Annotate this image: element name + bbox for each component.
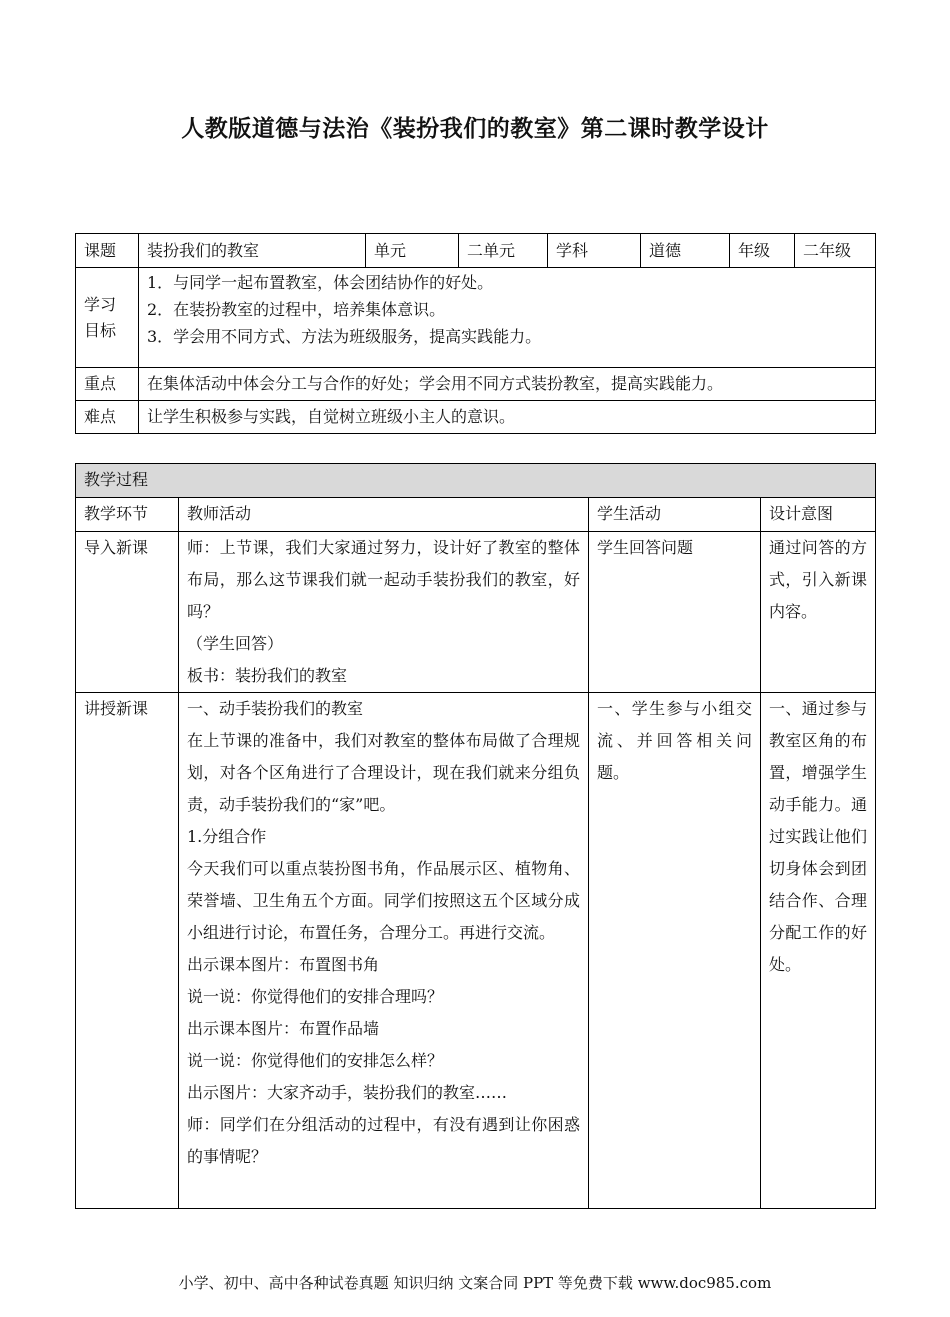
teacher-paragraph: 出示课本图片：布置作品墙 xyxy=(187,1019,380,1038)
difficulty-label: 难点 xyxy=(76,401,139,434)
stage-cell: 讲授新课 xyxy=(76,693,179,1209)
design-intent-cell: 通过问答的方式，引入新课内容。 xyxy=(761,532,876,693)
header-intent: 设计意图 xyxy=(761,498,876,532)
difficulty-value: 让学生积极参与实践，自觉树立班级小主人的意识。 xyxy=(139,401,876,434)
key-value: 在集体活动中体会分工与合作的好处；学会用不同方式装扮教室，提高实践能力。 xyxy=(139,368,876,401)
header-student: 学生活动 xyxy=(589,498,761,532)
goal-item: 2．在装扮教室的过程中，培养集体意识。 xyxy=(147,300,446,319)
teacher-paragraph: 出示课本图片：布置图书角 xyxy=(187,955,380,974)
teaching-process-table xyxy=(75,463,876,1209)
subject-value: 道德 xyxy=(641,234,730,268)
teacher-paragraph: 今天我们可以重点装扮图书角，作品展示区、植物角、荣誉墙、卫生角五个方面。同学们按照这五个区域分成小组进行讨论，布置任务，合理分工。再进行交流。 xyxy=(187,859,580,942)
student-activity-cell: 学生回答问题 xyxy=(589,532,761,693)
teacher-paragraph: （学生回答） xyxy=(187,634,284,653)
goals-label-line-2: 目标 xyxy=(84,320,117,340)
course-value: 装扮我们的教室 xyxy=(139,234,366,268)
grade-value: 二年级 xyxy=(795,234,876,268)
key-label: 重点 xyxy=(76,368,139,401)
header-stage: 教学环节 xyxy=(76,498,179,532)
lesson-info-table xyxy=(75,233,876,434)
table-row xyxy=(76,693,876,1209)
teacher-paragraph: 说一说：你觉得他们的安排怎么样？ xyxy=(187,1051,444,1070)
goals-list xyxy=(139,268,876,368)
teacher-paragraph: 师：同学们在分组活动的过程中，有没有遇到让你困惑的事情呢？ xyxy=(187,1115,580,1166)
teacher-activity-cell xyxy=(179,532,589,693)
course-label: 课题 xyxy=(76,234,139,268)
subject-label: 学科 xyxy=(548,234,641,268)
teacher-paragraph: 1.分组合作 xyxy=(187,827,267,846)
teacher-paragraph: 一、动手装扮我们的教室 xyxy=(187,699,364,718)
grade-label: 年级 xyxy=(730,234,795,268)
goals-label-line-1: 学习 xyxy=(84,294,117,314)
teacher-paragraph: 师：上节课，我们大家通过努力，设计好了教室的整体布局，那么这节课我们就一起动手装扮我们的教室，好吗？ xyxy=(187,538,580,621)
stage-cell: 导入新课 xyxy=(76,532,179,693)
student-activity-cell: 一、学生参与小组交流、并回答相关问题。 xyxy=(589,693,761,1209)
design-intent-cell: 一、通过参与教室区角的布置，增强学生动手能力。通过实践让他们切身体会到团结合作、合理分配工作的好处。 xyxy=(761,693,876,1209)
page-title: 人教版道德与法治《装扮我们的教室》第二课时教学设计 xyxy=(181,115,769,142)
teacher-paragraph: 板书：装扮我们的教室 xyxy=(187,666,348,685)
goal-item: 1．与同学一起布置教室，体会团结协作的好处。 xyxy=(147,273,494,292)
unit-value: 二单元 xyxy=(459,234,548,268)
teacher-activity-cell xyxy=(179,693,589,1209)
teacher-paragraph: 说一说：你觉得他们的安排合理吗？ xyxy=(187,987,444,1006)
table-row xyxy=(76,532,876,693)
unit-label: 单元 xyxy=(366,234,459,268)
teacher-paragraph: 出示图片：大家齐动手，装扮我们的教室…… xyxy=(187,1083,508,1102)
teacher-paragraph: 在上节课的准备中，我们对教室的整体布局做了合理规划，对各个区角进行了合理设计，现在我们就来分组负责，动手装扮我们的“家”吧。 xyxy=(187,731,580,814)
header-teacher: 教师活动 xyxy=(179,498,589,532)
process-section-title: 教学过程 xyxy=(76,464,876,498)
footer-note: 小学、初中、高中各种试卷真题 知识归纳 文案合同 PPT 等免费下载 www.doc985.com xyxy=(178,1274,772,1292)
goals-label xyxy=(76,268,139,368)
goal-item: 3．学会用不同方式、方法为班级服务，提高实践能力。 xyxy=(147,327,542,346)
